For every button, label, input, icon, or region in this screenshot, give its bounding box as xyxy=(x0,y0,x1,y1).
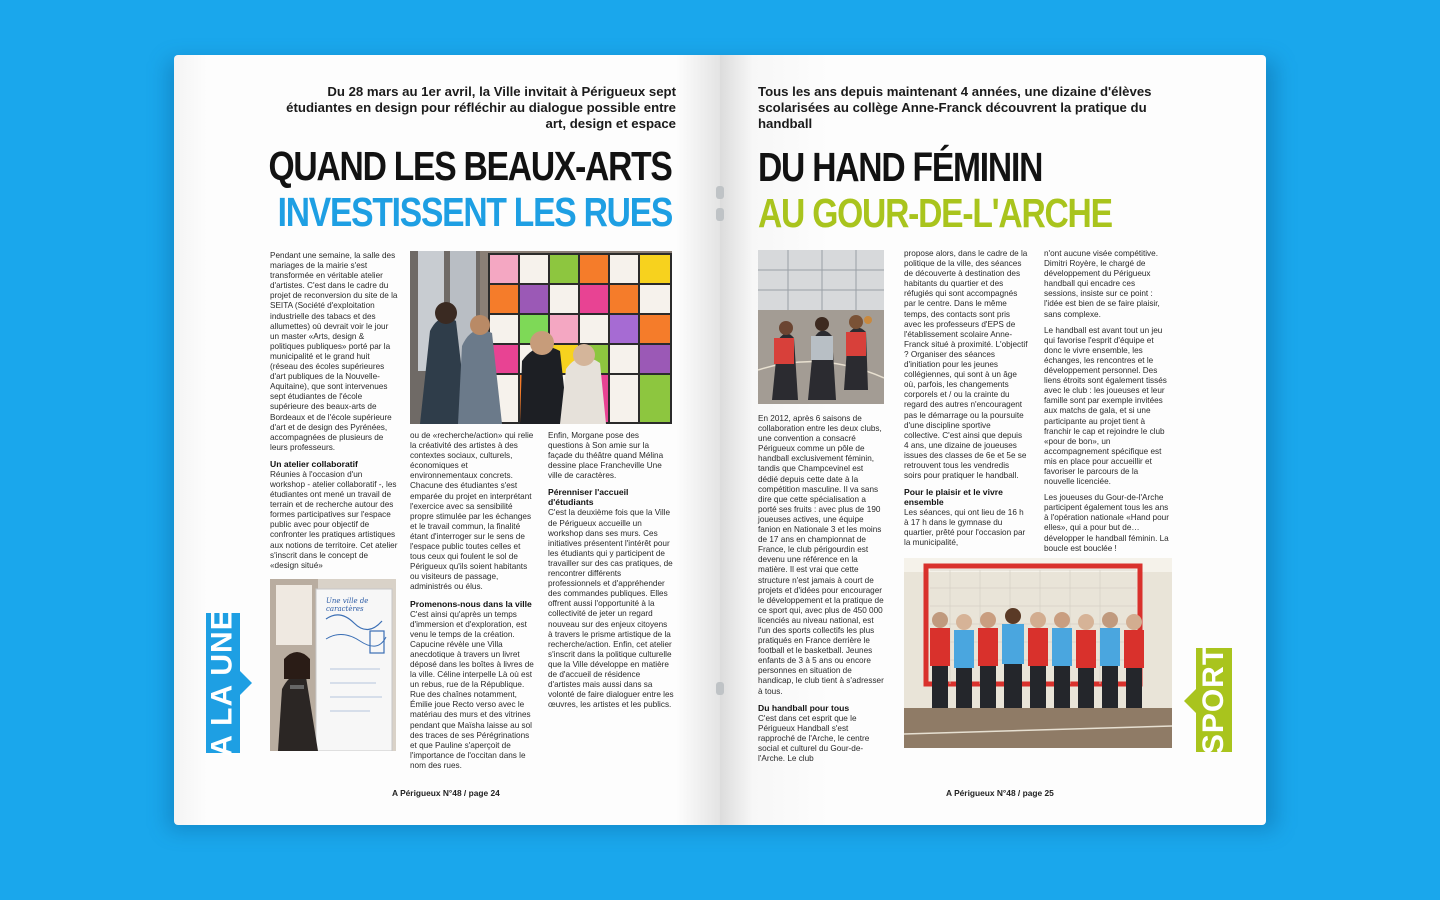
right-col3-paragraph: n'ont aucune visée compétitive. Dimitri Royère, le chargé de développement du Périgueux handball qui encadre ces sessions, insiste sur ce point : l'idée est bien de se faire plaisir, sans complexe. xyxy=(1044,249,1160,319)
right-col2-subheading: Pour le plaisir et le vivre ensemble xyxy=(904,487,1003,508)
right-col3-paragraph: Les joueuses du Gour-de-l'Arche participent également tous les ans à l'opération nationale «Hand pour elles», qui a pour but de… développer le handball féminin. La boucle est bouclée ! xyxy=(1044,493,1169,553)
left-page xyxy=(174,55,720,825)
right-col2-paragraph: propose alors, dans le cadre de la politique de la ville, des séances de découverte à destination des habitants du quartier et des réfugiés qui sont accompagnés par le centre. Dans le même temps, des contacts sont pris avec les professeurs d'EPS de l'établissement scolaire Anne-Franck situé à proximité. L'objectif ? Organiser des séances d'initiation pour les jeunes collégiennes, qui sont à un âge où, parfois, les changements corporels et / ou la crainte du regard des autres n'encouragent pas le démarrage ou la poursuite d'une discipline sportive collective. C'est ainsi que depuis 4 ans, une dizaine de joueuses issues des classes de 6e et 5e se retrouvent tous les vendredis soirs pour pratiquer le handball. xyxy=(904,249,1028,481)
left-col2-subheading: Promenons-nous dans la ville xyxy=(410,598,532,609)
presentation-photo xyxy=(270,579,396,751)
a-la-une-label: A LA UNE xyxy=(206,609,240,757)
left-col1-paragraph: Réunies à l'occasion d'un workshop - atelier collaboratif -, les étudiantes ont mené un travail de terrain et de recherche autour des formes participatives sur l'espace public avec pour objectif de confronter les pratiques artistiques aux notions de territoire. Cet atelier s'inscrit dans le concept de «design situé» xyxy=(270,469,398,570)
left-col3-subheading: Pérenniser l'accueil d'étudiants xyxy=(548,487,629,508)
left-column-2 xyxy=(410,431,534,777)
staple-mid xyxy=(716,208,724,221)
right-col2-paragraph: Les séances, qui ont lieu de 16 h à 17 h dans le gymnase du quartier, prêté pour l'occasion par la municipalité, xyxy=(904,508,1026,548)
sport-tab-arrow-icon xyxy=(1184,689,1196,713)
a-la-une-tab xyxy=(206,609,240,757)
right-col3-paragraph: Le handball est avant tout un jeu qui favorise l'esprit d'équipe et donc le vivre ensemble, les échanges, les rencontres et le développement personnel. Des liens étroits sont également tissés avec le club : les joueuses et leur famille sont par exemple invitées aux matchs de gala, et si une participante au projet tient à franchir le cap et rejoindre le club «pour de bon», un accompagnement spécifique est mis en place pour accueillir et favoriser le parcours de la nouvelle licenciée. xyxy=(1044,325,1167,487)
right-title-line1: DU HAND FÉMININ xyxy=(758,144,1043,190)
artwork-wall-photo xyxy=(410,251,672,424)
right-col1-paragraph: C'est dans cet esprit que le Périgueux Handball s'est rapproché de l'Arche, le centre social et culturel du Gour-de-l'Arche. Le club xyxy=(758,713,870,763)
whiteboard-caption: Une ville de caractères xyxy=(326,597,369,613)
left-title-line1: QUAND LES BEAUX-ARTS xyxy=(268,143,672,189)
right-col1-paragraph: En 2012, après 6 saisons de collaboration entre les deux clubs, une convention a consacré Périgueux comme un pôle de handball exclusivement féminin, tandis que Champcevinel est dédié depuis cette date à la compétition masculine. Il va sans dire que cette spécialisation a porté ses fruits : avec plus de 190 joueuses actives, une équipe fanion en Nationale 3 et les moins de 17 ans en championnat de France, le club périgourdin est devenu une référence en la matière. Il est vrai que cette structure n'est jamais à court de projets et d'idées pour encourager le développement et la pratique de ce sport qui, avec plus de 450 000 licenciés au niveau national, est l'un des sports collectifs les plus pratiqués en France derrière le football et le basketball. Jeunes enfants de 3 à 5 ans ou encore personnes en situation de handicap, le club tient à s'adresser à tous. xyxy=(758,414,884,696)
staple-top xyxy=(716,186,724,199)
left-column-3 xyxy=(548,431,674,716)
handball-training-photo xyxy=(758,250,884,404)
left-column-1 xyxy=(270,251,398,577)
right-column-3 xyxy=(1044,249,1170,560)
left-col2-paragraph: C'est ainsi qu'après un temps d'immersion et d'exploration, est venu le temps de la création. Capucine révèle une Villa anecdotique à travers un livret déposé dans les boîtes à livres de la ville. Céline interpelle Là où est un rebus, rue de la République. Rue des chaînes notamment, Émilie joue Recto verso avec le matériau des murs et des vitrines pendant que Maïsha laisse au sol des traces de ses Pérégrinations et que Pauline s'aperçoit de l'importance de l'occitan dans le nom des rues. xyxy=(410,609,534,770)
tab-arrow-icon xyxy=(240,671,252,695)
left-col3-paragraph: Enfin, Morgane pose des questions à Son amie sur la façade du théâtre quand Mélina dessine place Francheville Une ville de caractères. xyxy=(548,431,664,481)
left-col1-paragraph: Pendant une semaine, la salle des mariages de la mairie s'est transformée en véritable atelier d'artistes. C'est dans le cadre du projet de reconversion du site de la SEITA (Société d'exploitation industrielle des tabacs et des allumettes) où devrait voir le jour un master «Arts, design & politiques publiques» porté par la municipalité et le grand huit (réseau des écoles supérieures d'art publiques de la Nouvelle-Aquitaine), que sont intervenues sept étudiantes de l'école supérieure des beaux-arts de Bordeaux et de l'école supérieure d'art et de design des Pyrénées, accompagnées de plusieurs de leurs professeurs. xyxy=(270,251,398,452)
team-group-photo xyxy=(904,558,1172,748)
right-page-footer: A Périgueux N°48 / page 25 xyxy=(946,788,1054,798)
left-col3-paragraph: C'est la deuxième fois que la Ville de Périgueux accueille un workshop dans ses murs. Ces initiatives présentent l'intérêt pour les étudiants qui y participent de travailler sur des cas pratiques, de rencontrer différents professionnels et d'appréhender des commandes publiques. Elles offrent aussi l'opportunité à la collectivité de jeter un regard nouveau sur des enjeux citoyens à travers le prisme artistique de la recherche/action. Enfin, cet atelier s'inscrit dans la politique culturelle que la Ville développe en matière de d'accueil de résidence d'artistes mais aussi dans sa volonté de faire dialoguer entre les œuvres, les artistes et les publics. xyxy=(548,508,674,710)
left-title-line2: INVESTISSENT LES RUES xyxy=(277,189,672,235)
sport-tab xyxy=(1196,645,1232,755)
right-page xyxy=(720,55,1266,825)
right-column-2 xyxy=(904,249,1028,555)
sport-label: SPORT xyxy=(1197,645,1231,755)
right-col1-subheading: Du handball pour tous xyxy=(758,702,850,713)
right-intro: Tous les ans depuis maintenant 4 années, une dizaine d'élèves scolarisées au collège Anne-Franck découvrent la pratique du handball xyxy=(758,84,1152,131)
left-page-footer: A Périgueux N°48 / page 24 xyxy=(392,788,500,798)
left-col2-paragraph: ou de «recherche/action» qui relie la créativité des artistes à des contextes sociaux, culturels, économiques et environnementaux concrets. Chacune des étudiantes s'est emparée du projet en interprétant l'exercice avec sa sensibilité propre stimulée par les échanges et le travail commun, la finalité étant d'interroger sur le sens de l'espace public toutes celles et tous ceux qui foulent le sol de Périgueux qu'ils soient habitants ou visiteurs de passage, administrés ou élus. xyxy=(410,431,534,592)
right-title-line2: AU GOUR-DE-L'ARCHE xyxy=(758,190,1112,236)
left-intro: Du 28 mars au 1er avril, la Ville invitait à Périgueux sept étudiantes en design pour réfléchir au dialogue possible entre art, design et espace xyxy=(286,84,676,131)
staple-bottom xyxy=(716,682,724,695)
right-column-1 xyxy=(758,414,884,770)
left-col1-subheading: Un atelier collaboratif xyxy=(270,458,358,469)
